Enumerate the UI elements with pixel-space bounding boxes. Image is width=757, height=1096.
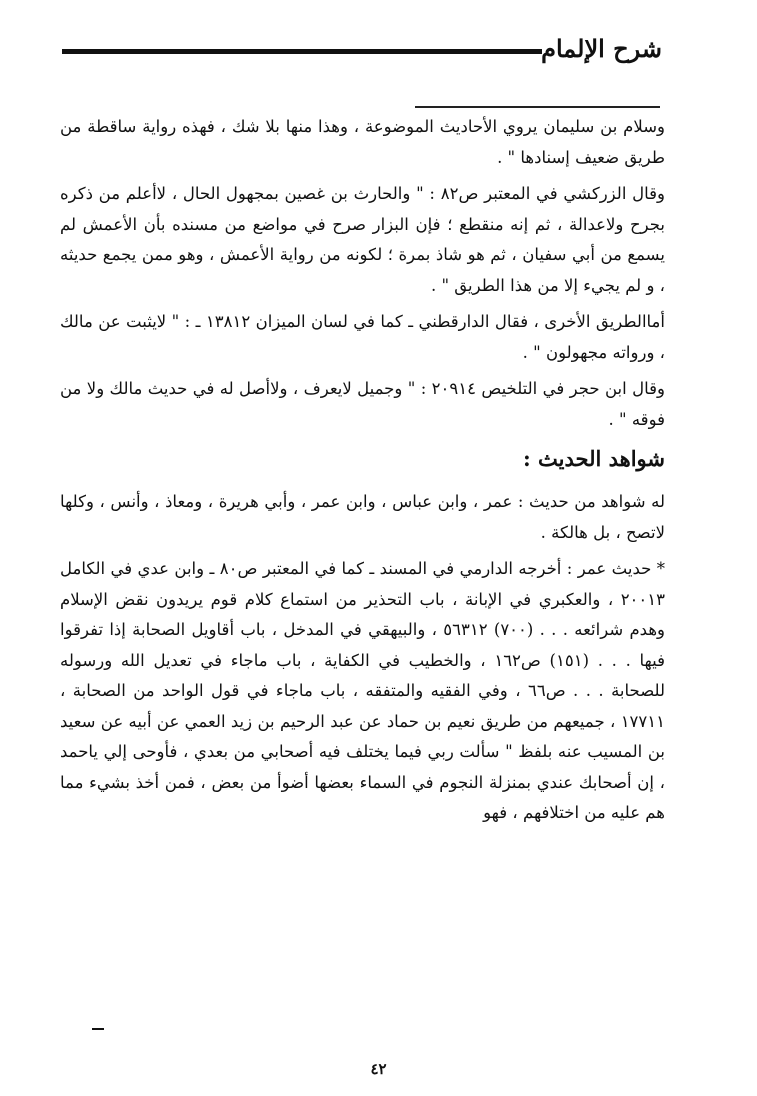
- page-number: ٤٢: [370, 1060, 387, 1078]
- section-paragraph-2: * حديث عمر : أخرجه الدارمي في المسند ـ كما في المعتبر ص٨٠ ـ وابن عدي في الكامل ٢٠٠١٣ ، والعكبري في الإبانة ، باب التحذير من استماع كلام قوم يريدون نقض الإسلام وهدم شرائعه . . . (٧٠٠) ٥٦٣١٢ ، والبيهقي في المدخل ، باب أقاويل الصحابة إذا تفرقوا فيها . . . (١٥١) ص١٦٢ ، والخطيب في الكفاية ، باب ماجاء في تعديل الله ورسوله للصحابة . . . ص٦٦ ، وفي الفقيه والمتفقه ، باب ماجاء في قول الواحد من الصحابة ، ١٧٧١١ ، جميعهم من طريق نعيم بن حماد عن عبد الرحيم بن زيد العمي عن أبيه عن سعيد بن المسيب عنه بلفظ " سألت ربي فيما يختلف فيه أصحابي من بعدي ، فأوحى إلي ياحمد ، إن أصحابك عندي بمنزلة النجوم في السماء بعضها أضوأ من بعض ، فمن أخذ بشيء مما هم عليه من اختلافهم ، فهو: [60, 559, 665, 822]
- footnote-separator: [415, 106, 660, 108]
- paragraph-4: وقال ابن حجر في التلخيص ٢٠٩١٤ : " وجميل لايعرف ، ولاأصل له في حديث مالك ولا من فوقه " .: [60, 379, 665, 429]
- page-body: [60, 112, 665, 829]
- running-header: [62, 34, 662, 74]
- paragraph-1: وسلام بن سليمان يروي الأحاديث الموضوعة ، وهذا منها بلا شك ، فهذه رواية ساقطة من طريق ضعيف إسنادها " .: [60, 117, 665, 167]
- section-heading: شواهد الحديث :: [522, 446, 665, 471]
- section-paragraph-1: له شواهد من حديث : عمر ، وابن عباس ، وابن عمر ، وأبي هريرة ، ومعاذ ، وأنس ، وكلها لاتصح ، بل هالكة .: [60, 492, 665, 542]
- running-title: شرح الإلمام: [541, 34, 662, 63]
- paragraph-2: وقال الزركشي في المعتبر ص٨٢ : " والحارث بن غصين بمجهول الحال ، لاأعلم من ذكره بجرح ولاعدالة ، ثم إنه منقطع ؛ فإن البزار صرح في مواضع من مسنده بأن الأعمش لم يسمع من أبي سفيان ، ثم هو شاذ بمرة ؛ لكونه من رواية الأعمش ، وهو ممن يجمع حديثه ، و لم يجيء إلا من هذا الطريق " .: [60, 184, 665, 295]
- continuation-dash: [92, 1028, 104, 1030]
- paragraph-3: أماالطريق الأخرى ، فقال الدارقطني ـ كما في لسان الميزان ١٣٨١٢ ـ : " لايثبت عن مالك ، ورواته مجهولون " .: [60, 312, 665, 362]
- header-rule: [62, 49, 542, 54]
